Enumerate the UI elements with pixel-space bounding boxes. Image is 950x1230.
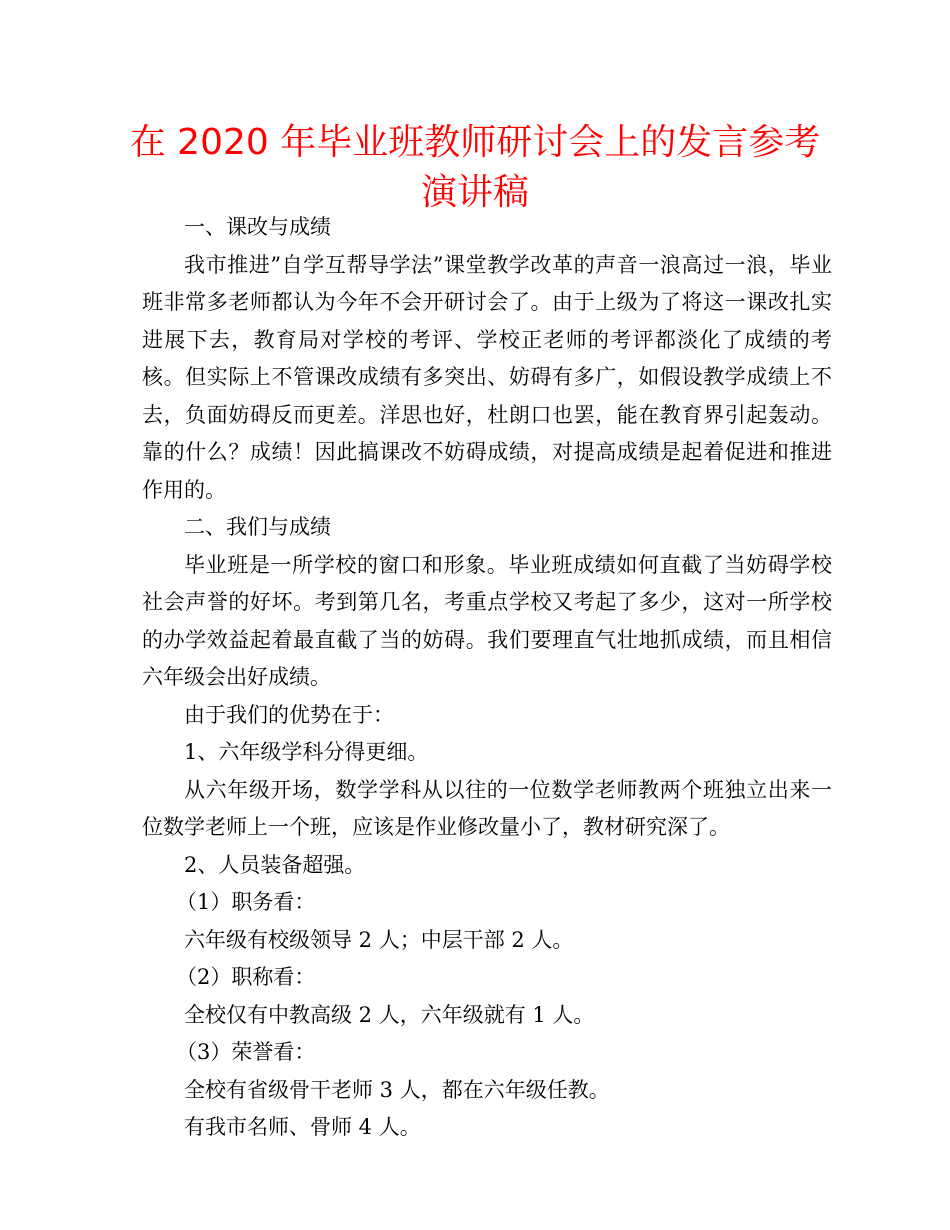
section-heading-1: 一、课改与成绩 — [184, 215, 331, 239]
paragraph: 六年级有校级领导 2 人；中层干部 2 人。 — [184, 927, 574, 952]
title-line-1: 在 2020 年毕业班教师研讨会上的发言参考 — [129, 122, 821, 163]
sub-item-heading: （3）荣誉看： — [176, 1040, 316, 1064]
document-body — [142, 209, 832, 1147]
paragraph: 全校有省级骨干老师 3 人，都在六年级任教。 — [184, 1077, 610, 1102]
paragraph: 全校仅有中教高级 2 人，六年级就有 1 人。 — [184, 1002, 595, 1027]
paragraph: 由于我们的优势在于： — [184, 702, 394, 727]
list-item: 1、六年级学科分得更细。 — [184, 740, 429, 764]
paragraph: 有我市名师、骨师 4 人。 — [184, 1115, 421, 1139]
title-line-2: 演讲稿 — [420, 172, 529, 213]
sub-item-heading: （1）职务看： — [176, 890, 316, 914]
sub-item-heading: （2）职称看： — [176, 965, 316, 989]
paragraph: 从六年级开场，数学学科从以往的一位数学老师教两个班独立出来一位数学老师上一个班，应该是作业修改量小了，教材研究深了。 — [142, 777, 832, 839]
document-title — [0, 118, 950, 218]
paragraph: 我市推进”自学互帮导学法”课堂教学改革的声音一浪高过一浪，毕业班非常多老师都认为今年不会开研讨会了。由于上级为了将这一课改扎实进展下去，教育局对学校的考评、学校正老师的考评都淡化了成绩的考核。但实际上不管课改成绩有多突出、妨碍有多广，如假设教学成绩上不去，负面妨碍反而更差。洋思也好，杜朗口也罢，能在教育界引起轰动。靠的什么？成绩！因此搞课改不妨碍成绩，对提高成绩是起着促进和推进作用的。 — [142, 252, 832, 502]
section-heading-2: 二、我们与成绩 — [184, 515, 331, 539]
paragraph: 毕业班是一所学校的窗口和形象。毕业班成绩如何直截了当妨碍学校社会声誉的好坏。考到第几名，考重点学校又考起了多少，这对一所学校的办学效益起着最直截了当的妨碍。我们要理直气壮地抓成绩，而且相信六年级会出好成绩。 — [142, 552, 832, 689]
list-item: 2、人员装备超强。 — [184, 852, 366, 877]
